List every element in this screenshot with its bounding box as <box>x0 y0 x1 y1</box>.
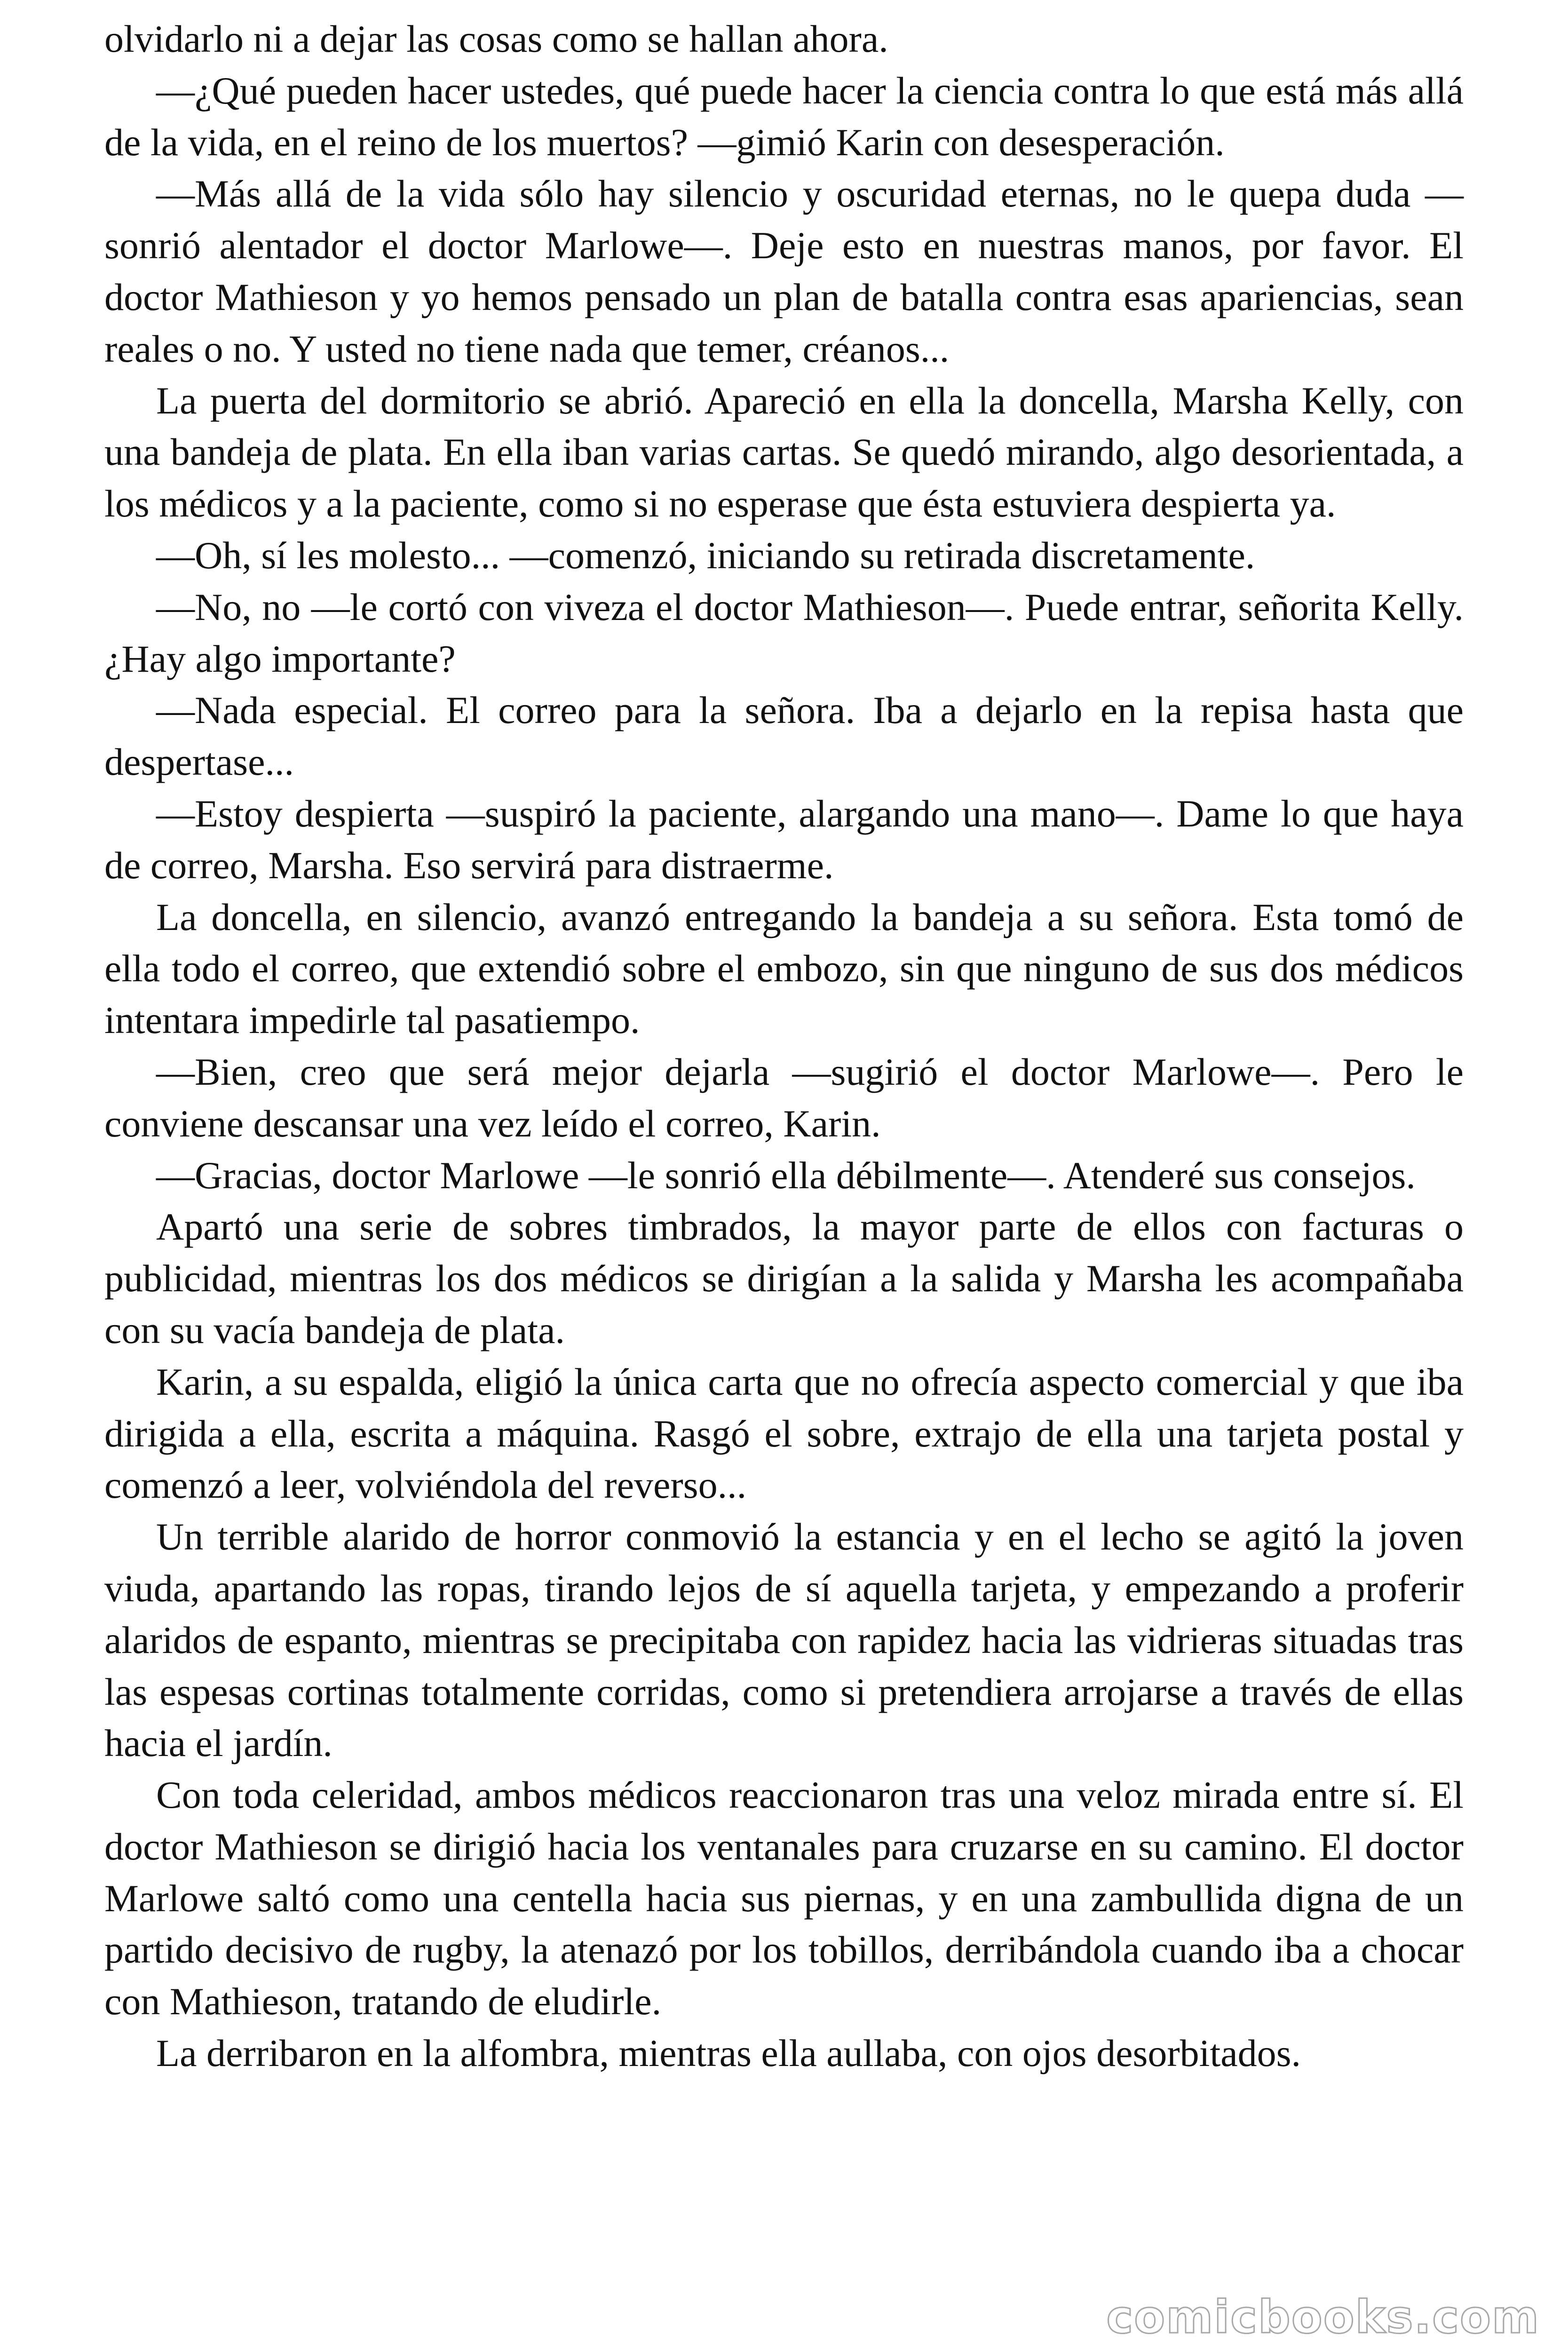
paragraph: Con toda celeridad, ambos médicos reaccionaron tras una veloz mirada entre sí. El doctor Mathieson se dirigió hacia los ventanales para cruzarse en su camino. El doctor Marlowe saltó como una centella hacia sus piernas, y en una zambullida digna de un partido decisivo de rugby, la atenazó por los tobillos, derribándola cuando iba a chocar con Mathieson, tratando de eludirle. <box>104 1773 1464 2023</box>
paragraph: La derribaron en la alfombra, mientras ella aullaba, con ojos desorbitados. <box>156 2032 1301 2075</box>
paragraph: —¿Qué pueden hacer ustedes, qué puede hacer la ciencia contra lo que está más allá de la vida, en el reino de los muertos? —gimió Karin con desesperación. <box>104 69 1464 164</box>
paragraph: olvidarlo ni a dejar las cosas como se hallan ahora. <box>104 17 888 60</box>
paragraph: —Más allá de la vida sólo hay silencio y oscuridad eternas, no le quepa duda —sonrió alentador el doctor Marlowe—. Deje esto en nuestras manos, por favor. El doctor Mathieson y yo hemos pensado un plan de batalla contra esas apariencias, sean reales o no. Y usted no tiene nada que temer, créanos... <box>104 172 1464 370</box>
paragraph: —Estoy despierta —suspiró la paciente, alargando una mano—. Dame lo que haya de correo, Marsha. Eso servirá para distraerme. <box>104 792 1464 887</box>
paragraph: La puerta del dormitorio se abrió. Apareció en ella la doncella, Marsha Kelly, con una bandeja de plata. En ella iban varias cartas. Se quedó mirando, algo desorientada, a los médicos y a la paciente, como si no esperase que ésta estuviera despierta ya. <box>104 379 1464 525</box>
paragraph: Karin, a su espalda, eligió la única carta que no ofrecía aspecto comercial y que iba dirigida a ella, escrita a máquina. Rasgó el sobre, extrajo de ella una tarjeta postal y comenzó a leer, volviéndola del reverso... <box>104 1360 1464 1507</box>
paragraph: Un terrible alarido de horror conmovió la estancia y en el lecho se agitó la joven viuda, apartando las ropas, tirando lejos de sí aquella tarjeta, y empezando a proferir alaridos de espanto, mientras se precipitaba con rapidez hacia las vidrieras situadas tras las espesas cortinas totalmente corridas, como si pretendiera arrojarse a través de ellas hacia el jardín. <box>104 1515 1464 1765</box>
watermark: comicbooks.com <box>1106 2291 1540 2344</box>
paragraph: La doncella, en silencio, avanzó entregando la bandeja a su señora. Esta tomó de ella todo el correo, que extendió sobre el embozo, sin que ninguno de sus dos médicos intentara impedirle tal pasatiempo. <box>104 895 1464 1042</box>
paragraph: —Oh, sí les molesto... —comenzó, iniciando su retirada discretamente. <box>156 533 1255 577</box>
paragraph: —Bien, creo que será mejor dejarla —sugirió el doctor Marlowe—. Pero le conviene descansar una vez leído el correo, Karin. <box>104 1050 1464 1145</box>
paragraph: Apartó una serie de sobres timbrados, la mayor parte de ellos con facturas o publicidad, mientras los dos médicos se dirigían a la salida y Marsha les acompañaba con su vacía bandeja de plata. <box>104 1205 1464 1351</box>
paragraph: —No, no —le cortó con viveza el doctor Mathieson—. Puede entrar, señorita Kelly. ¿Hay algo importante? <box>104 585 1464 680</box>
paragraph: —Nada especial. El correo para la señora. Iba a dejarlo en la repisa hasta que despertase... <box>104 689 1464 784</box>
page-text <box>104 13 1464 2079</box>
paragraph: —Gracias, doctor Marlowe —le sonrió ella débilmente—. Atenderé sus consejos. <box>156 1153 1416 1197</box>
